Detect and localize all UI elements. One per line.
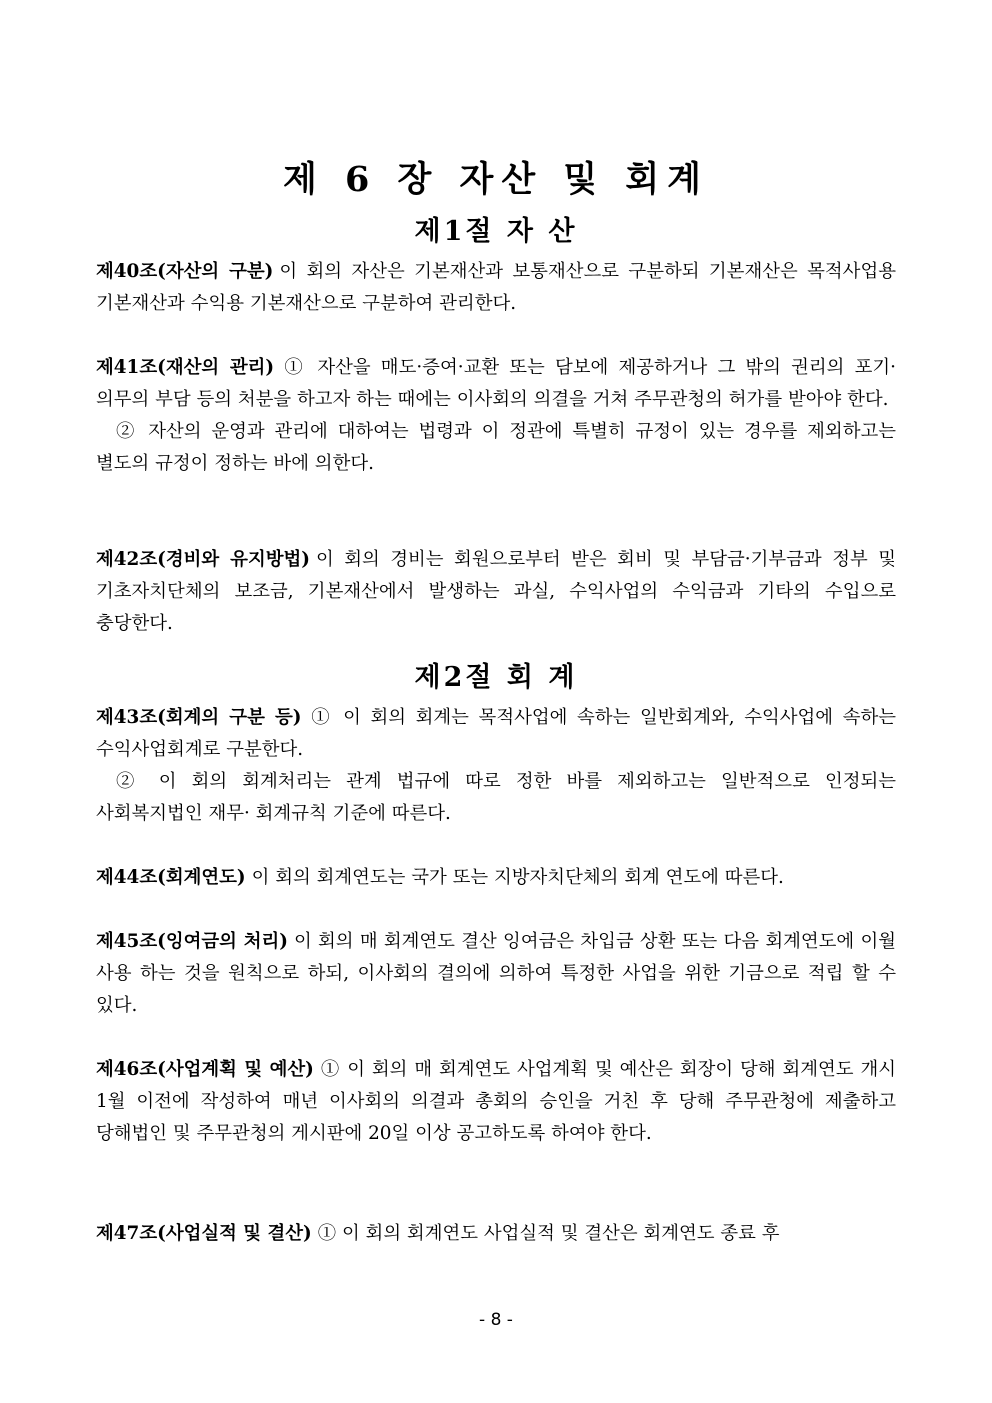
article-42-text: 이 회의 경비는 회원으로부터 받은 회비 및 부담금·기부금과 정부 및 기초자치단체의 보조금, 기본재산에서 발생하는 과실, 수익사업의 수익금과 기타의 수입으로 충당한다. (96, 549, 896, 634)
article-46 (96, 1054, 896, 1150)
article-47 (96, 1218, 896, 1250)
article-43-heading: 제43조(회계의 구분 등) (96, 707, 302, 728)
article-42-heading: 제42조(경비와 유지방법) (96, 549, 310, 570)
article-44-text: 이 회의 회계연도는 국가 또는 지방자치단체의 회계 연도에 따른다. (251, 867, 784, 888)
article-45-heading: 제45조(잉여금의 처리) (96, 931, 288, 952)
article-43-text: ① 이 회의 회계는 목적사업에 속하는 일반회계와, 수익사업에 속하는 수익사업회계로 구분한다. (96, 707, 896, 760)
article-42 (96, 544, 896, 640)
article-45-text: 이 회의 매 회계연도 결산 잉여금은 차입금 상환 또는 다음 회계연도에 이월 사용 하는 것을 원칙으로 하되, 이사회의 결의에 의하여 특정한 사업을 위한 기금으로 적립 할 수 있다. (96, 931, 896, 1016)
chapter-title: 제 6 장 자산 및 회계 (283, 159, 709, 200)
section-title-assets: 제1절 자 산 (414, 216, 578, 247)
article-41-text: ① 자산을 매도·증여·교환 또는 담보에 제공하거나 그 밖의 권리의 포기·의무의 부담 등의 처분을 하고자 하는 때에는 이사회의 의결을 거쳐 주무관청의 허가를 받아야 한다. (96, 357, 896, 410)
section-title-accounting: 제2절 회 계 (414, 662, 578, 693)
article-41 (96, 352, 896, 480)
article-44-heading: 제44조(회계연도) (96, 867, 246, 888)
article-40-heading: 제40조(자산의 구분) (96, 261, 274, 282)
article-40 (96, 256, 896, 320)
article-40-text: 이 회의 자산은 기본재산과 보통재산으로 구분하되 기본재산은 목적사업용 기본재산과 수익용 기본재산으로 구분하여 관리한다. (96, 261, 896, 314)
article-43-para-1 (96, 702, 896, 766)
article-43 (96, 702, 896, 830)
page-number: - 8 - (479, 1310, 513, 1330)
article-41-heading: 제41조(재산의 관리) (96, 357, 275, 378)
article-47-heading: 제47조(사업실적 및 결산) (96, 1223, 312, 1244)
article-47-text: ① 이 회의 회계연도 사업실적 및 결산은 회계연도 종료 후 (317, 1223, 780, 1244)
article-44 (96, 862, 896, 894)
article-46-text: ① 이 회의 매 회계연도 사업계획 및 예산은 회장이 당해 회계연도 개시 1월 이전에 작성하여 매년 이사회의 의결과 총회의 승인을 거친 후 당해 주무관청에 제출하고 당해법인 및 주무관청의 게시판에 20일 이상 공고하도록 하여야 한다. (96, 1059, 896, 1144)
article-45 (96, 926, 896, 1022)
article-46-heading: 제46조(사업계획 및 예산) (96, 1059, 314, 1080)
article-43-para-2: ② 이 회의 회계처리는 관계 법규에 따로 정한 바를 제외하고는 일반적으로 인정되는 사회복지법인 재무· 회계규칙 기준에 따른다. (96, 771, 896, 824)
article-41-para-2: ② 자산의 운영과 관리에 대하여는 법령과 이 정관에 특별히 규정이 있는 경우를 제외하고는 별도의 규정이 정하는 바에 의한다. (96, 421, 896, 474)
article-41-para-1 (96, 352, 896, 416)
